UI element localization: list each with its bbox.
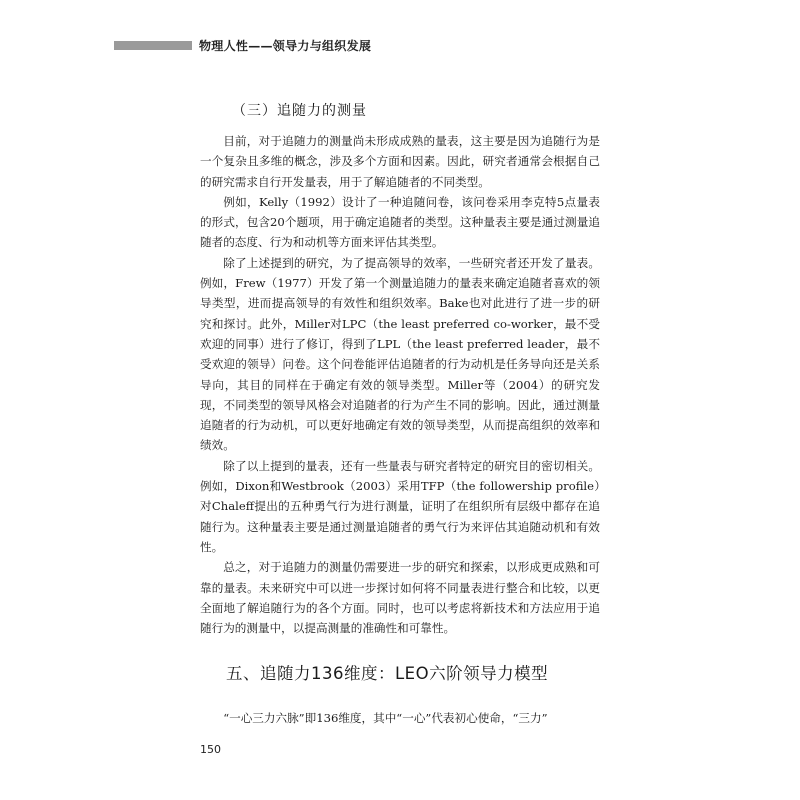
subsection-heading: （三）追随力的测量 (232, 103, 367, 119)
section-heading: 五、追随力136维度：LEO六阶领导力模型 (226, 664, 549, 683)
header-decorative-bar (114, 41, 192, 50)
paragraph: 目前，对于追随力的测量尚未形成成熟的量表，这主要是因为追随行为是一个复杂且多维的概念，涉及多个方面和因素。因此，研究者通常会根据自己的研究需求自行开发量表，用于了解追随者的不同类型。 (200, 134, 600, 189)
paragraph: 除了上述提到的研究，为了提高领导的效率，一些研究者还开发了量表。例如，Frew（1977）开发了第一个测量追随力的量表来确定追随者喜欢的领导类型，进而提高领导的有效性和组织效率。Bake也对此进行了进一步的研究和探讨。此外，Miller对LPC（the least preferred co-worker，最不受欢迎的同事）进行了修订，得到了LPL（the least preferred leader，最不受欢迎的领导）问卷。这个问卷能评估追随者的行为动机是任务导向还是关系导向，其目的同样在于确定有效的领导类型。Miller等（2004）的研究发现，不同类型的领导风格会对追随者的行为产生不同的影响。因此，通过测量追随者的行为动机，可以更好地确定有效的领导类型，从而提高组织的效率和绩效。 (200, 255, 600, 453)
paragraph: 总之，对于追随力的测量仍需要进一步的研究和探索，以形成更成熟和可靠的量表。未来研究中可以进一步探讨如何将不同量表进行整合和比较，以更全面地了解追随行为的各个方面。同时，也可以考虑将新技术和方法应用于追随行为的测量中，以提高测量的准确性和可靠性。 (200, 560, 600, 636)
paragraph: “一心三力六脉”即136维度，其中“一心”代表初心使命，“三力” (223, 711, 548, 725)
running-header-title: 物理人性——领导力与组织发展 (199, 39, 372, 53)
paragraph: 例如，Kelly（1992）设计了一种追随问卷，该问卷采用李克特5点量表的形式，包含20个题项，用于确定追随者的类型。这种量表主要是通过测量追随者的态度、行为和动机等方面来评估其类型。 (200, 194, 600, 250)
paragraph: 除了以上提到的量表，还有一些量表与研究者特定的研究目的密切相关。例如，Dixon和Westbrook（2003）采用TFP（the followership profile）对Chaleff提出的五种勇气行为进行测量，证明了在组织所有层级中都存在追随行为。这种量表主要是通过测量追随者的勇气行为来评估其追随动机和有效性。 (200, 458, 600, 554)
body-text (200, 131, 600, 638)
page-number: 150 (200, 743, 221, 756)
